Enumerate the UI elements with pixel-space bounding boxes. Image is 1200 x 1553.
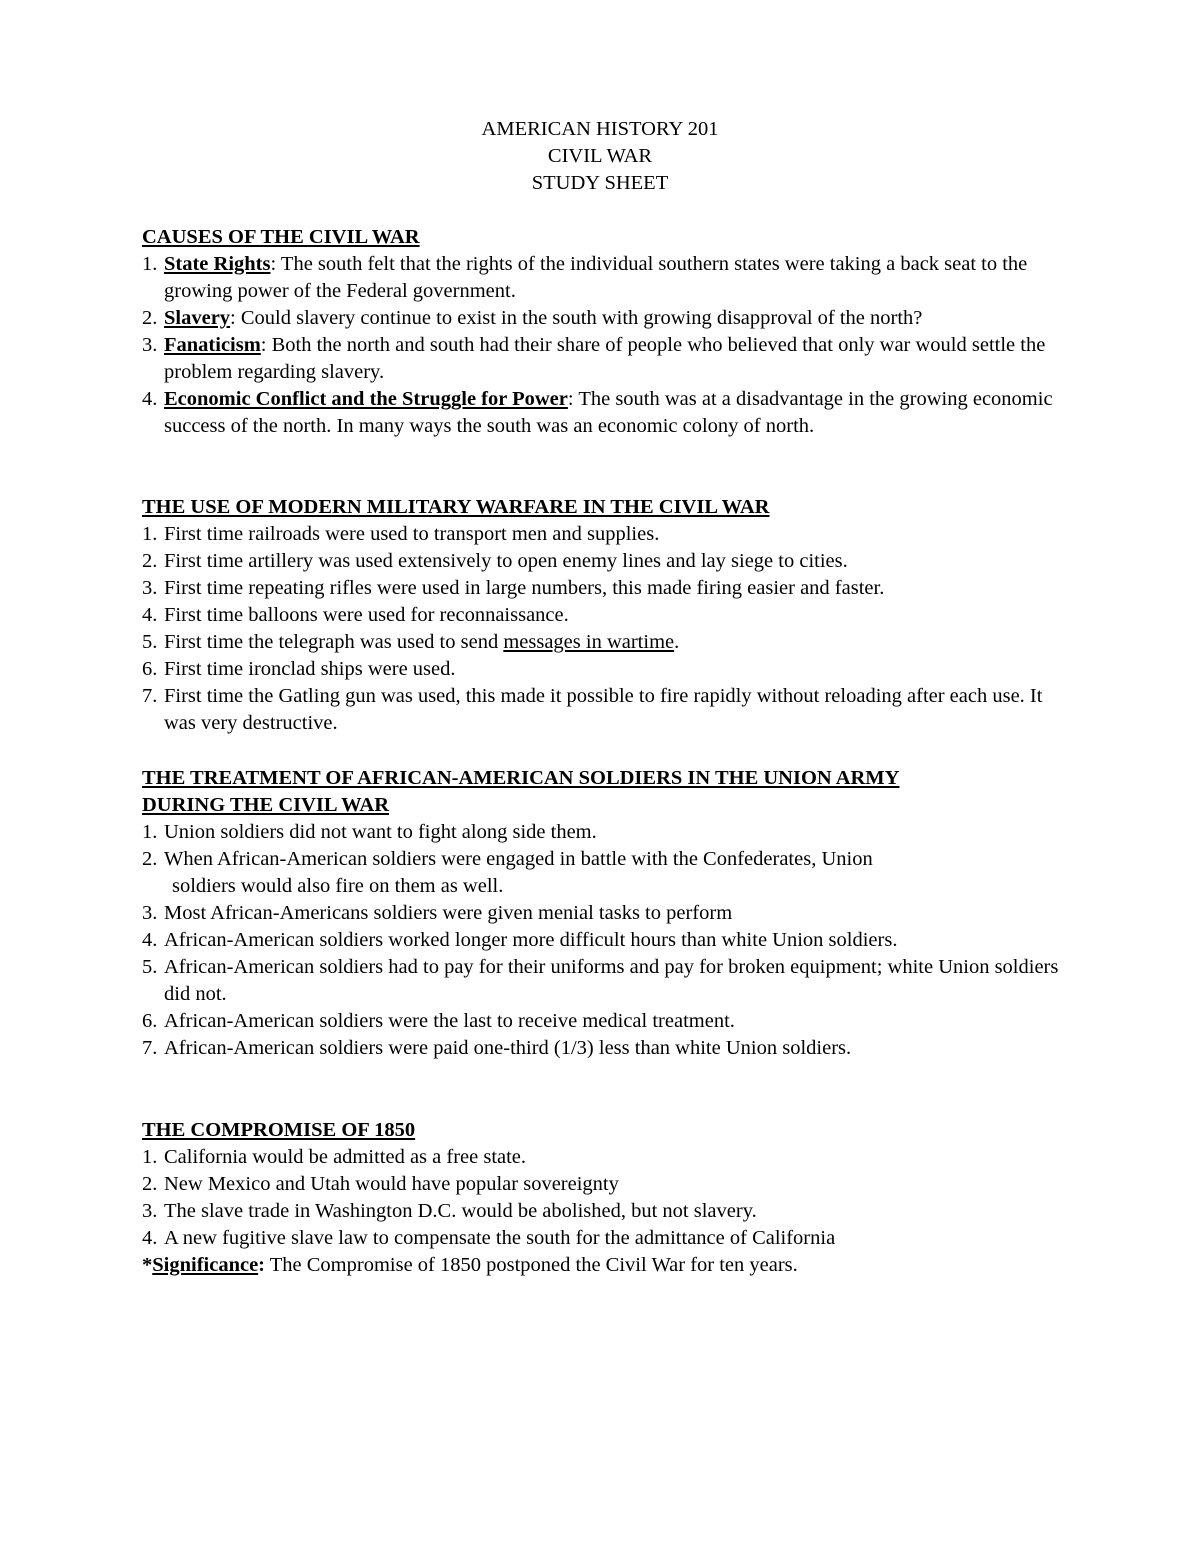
causes-list — [142, 251, 1062, 440]
item-text: First time balloons were used for reconnaissance. — [164, 604, 569, 626]
warfare-section — [142, 494, 1062, 737]
item-number: 4. — [142, 929, 158, 951]
significance-note — [142, 1252, 1062, 1279]
item-text: African-American soldiers had to pay for their uniforms and pay for broken equipment; white Union soldiers did not. — [164, 956, 1059, 1005]
course-title: AMERICAN HISTORY 201 — [481, 118, 719, 140]
item-number: 4. — [142, 388, 158, 410]
item-text: : Could slavery continue to exist in the south with growing disapproval of the north? — [230, 307, 923, 329]
section-heading-cont: DURING THE CIVIL WAR — [142, 794, 390, 816]
treatment-list — [142, 819, 1062, 1062]
list-item — [142, 602, 1062, 629]
sheet-title: STUDY SHEET — [531, 172, 669, 194]
item-number: 4. — [142, 1227, 158, 1249]
item-number: 5. — [142, 956, 158, 978]
term: Economic Conflict and the Struggle for Power — [164, 388, 568, 410]
list-item — [142, 386, 1062, 440]
item-text: The slave trade in Washington D.C. would be abolished, but not slavery. — [164, 1200, 757, 1222]
significance-star: * — [142, 1254, 153, 1276]
list-item — [142, 954, 1062, 1008]
section-heading: THE TREATMENT OF AFRICAN-AMERICAN SOLDIERS IN THE UNION ARMY — [142, 767, 900, 789]
item-text: : The south was at a disadvantage in the growing economic success of the north. In many ways the south was an economic colony of north. — [164, 388, 1053, 437]
item-number: 3. — [142, 1200, 158, 1222]
significance-label: Significance — [152, 1254, 259, 1276]
significance-colon: : — [258, 1254, 265, 1276]
list-item — [142, 521, 1062, 548]
item-text: Most African-Americans soldiers were given menial tasks to perform — [164, 902, 733, 924]
list-item — [142, 683, 1062, 737]
treatment-section — [142, 765, 1062, 1062]
document-title — [0, 116, 1200, 197]
item-text: First time the telegraph was used to send — [164, 631, 504, 653]
item-number: 1. — [142, 1146, 158, 1168]
item-text: First time repeating rifles were used in large numbers, this made firing easier and faster. — [164, 577, 885, 599]
item-text-end: . — [674, 631, 680, 653]
item-number: 7. — [142, 685, 158, 707]
list-item — [142, 575, 1062, 602]
item-text: African-American soldiers worked longer more difficult hours than white Union soldiers. — [164, 929, 898, 951]
term: Fanaticism — [164, 334, 261, 356]
item-text: African-American soldiers were the last to receive medical treatment. — [164, 1010, 735, 1032]
list-item — [142, 819, 1062, 846]
item-text: African-American soldiers were paid one-third (1/3) less than white Union soldiers. — [164, 1037, 852, 1059]
list-item — [142, 1171, 1062, 1198]
compromise-section — [142, 1117, 1062, 1279]
item-number: 5. — [142, 631, 158, 653]
item-text: First time railroads were used to transport men and supplies. — [164, 523, 660, 545]
list-item — [142, 629, 1062, 656]
item-number: 6. — [142, 1010, 158, 1032]
item-number: 2. — [142, 848, 158, 870]
term: Slavery — [164, 307, 231, 329]
item-number: 3. — [142, 334, 158, 356]
item-number: 7. — [142, 1037, 158, 1059]
significance-text: The Compromise of 1850 postponed the Civil War for ten years. — [265, 1254, 798, 1276]
item-number: 1. — [142, 523, 158, 545]
item-text: A new fugitive slave law to compensate the south for the admittance of California — [164, 1227, 836, 1249]
item-text: : Both the north and south had their share of people who believed that only war would settle the problem regarding slavery. — [164, 334, 1046, 383]
list-item — [142, 656, 1062, 683]
list-item — [142, 251, 1062, 305]
section-heading: THE COMPROMISE OF 1850 — [142, 1119, 416, 1141]
topic-title: CIVIL WAR — [547, 145, 653, 167]
item-number: 3. — [142, 577, 158, 599]
warfare-list — [142, 521, 1062, 737]
list-item — [142, 900, 1062, 927]
item-number: 2. — [142, 550, 158, 572]
section-heading: CAUSES OF THE CIVIL WAR — [142, 226, 420, 248]
term: State Rights — [164, 253, 271, 275]
item-number: 2. — [142, 1173, 158, 1195]
causes-section — [142, 224, 1062, 440]
list-item — [142, 1008, 1062, 1035]
item-number: 2. — [142, 307, 158, 329]
item-text: When African-American soldiers were engaged in battle with the Confederates, Union — [164, 848, 873, 870]
item-number: 1. — [142, 821, 158, 843]
item-text: First time artillery was used extensively to open enemy lines and lay siege to cities. — [164, 550, 848, 572]
list-item — [142, 332, 1062, 386]
list-item — [142, 548, 1062, 575]
list-item — [142, 1225, 1062, 1252]
item-number: 4. — [142, 604, 158, 626]
section-heading: THE USE OF MODERN MILITARY WARFARE IN THE CIVIL WAR — [142, 496, 770, 518]
compromise-list — [142, 1144, 1062, 1252]
item-text: New Mexico and Utah would have popular sovereignty — [164, 1173, 619, 1195]
item-text: Union soldiers did not want to fight along side them. — [164, 821, 597, 843]
list-item — [142, 1144, 1062, 1171]
underlined-text: messages in wartime — [503, 631, 675, 653]
list-item — [142, 1198, 1062, 1225]
list-item — [142, 305, 1062, 332]
item-number: 1. — [142, 253, 158, 275]
item-text-cont: soldiers would also fire on them as well. — [172, 875, 504, 897]
list-item — [142, 1035, 1062, 1062]
item-number: 6. — [142, 658, 158, 680]
item-text: : The south felt that the rights of the individual southern states were taking a back seat to the growing power of the Federal government. — [164, 253, 1028, 302]
item-text: First time the Gatling gun was used, this made it possible to fire rapidly without reloading after each use. It was very destructive. — [164, 685, 1043, 734]
item-text: California would be admitted as a free state. — [164, 1146, 527, 1168]
list-item — [142, 927, 1062, 954]
item-number: 3. — [142, 902, 158, 924]
list-item — [142, 846, 1062, 900]
item-text: First time ironclad ships were used. — [164, 658, 456, 680]
